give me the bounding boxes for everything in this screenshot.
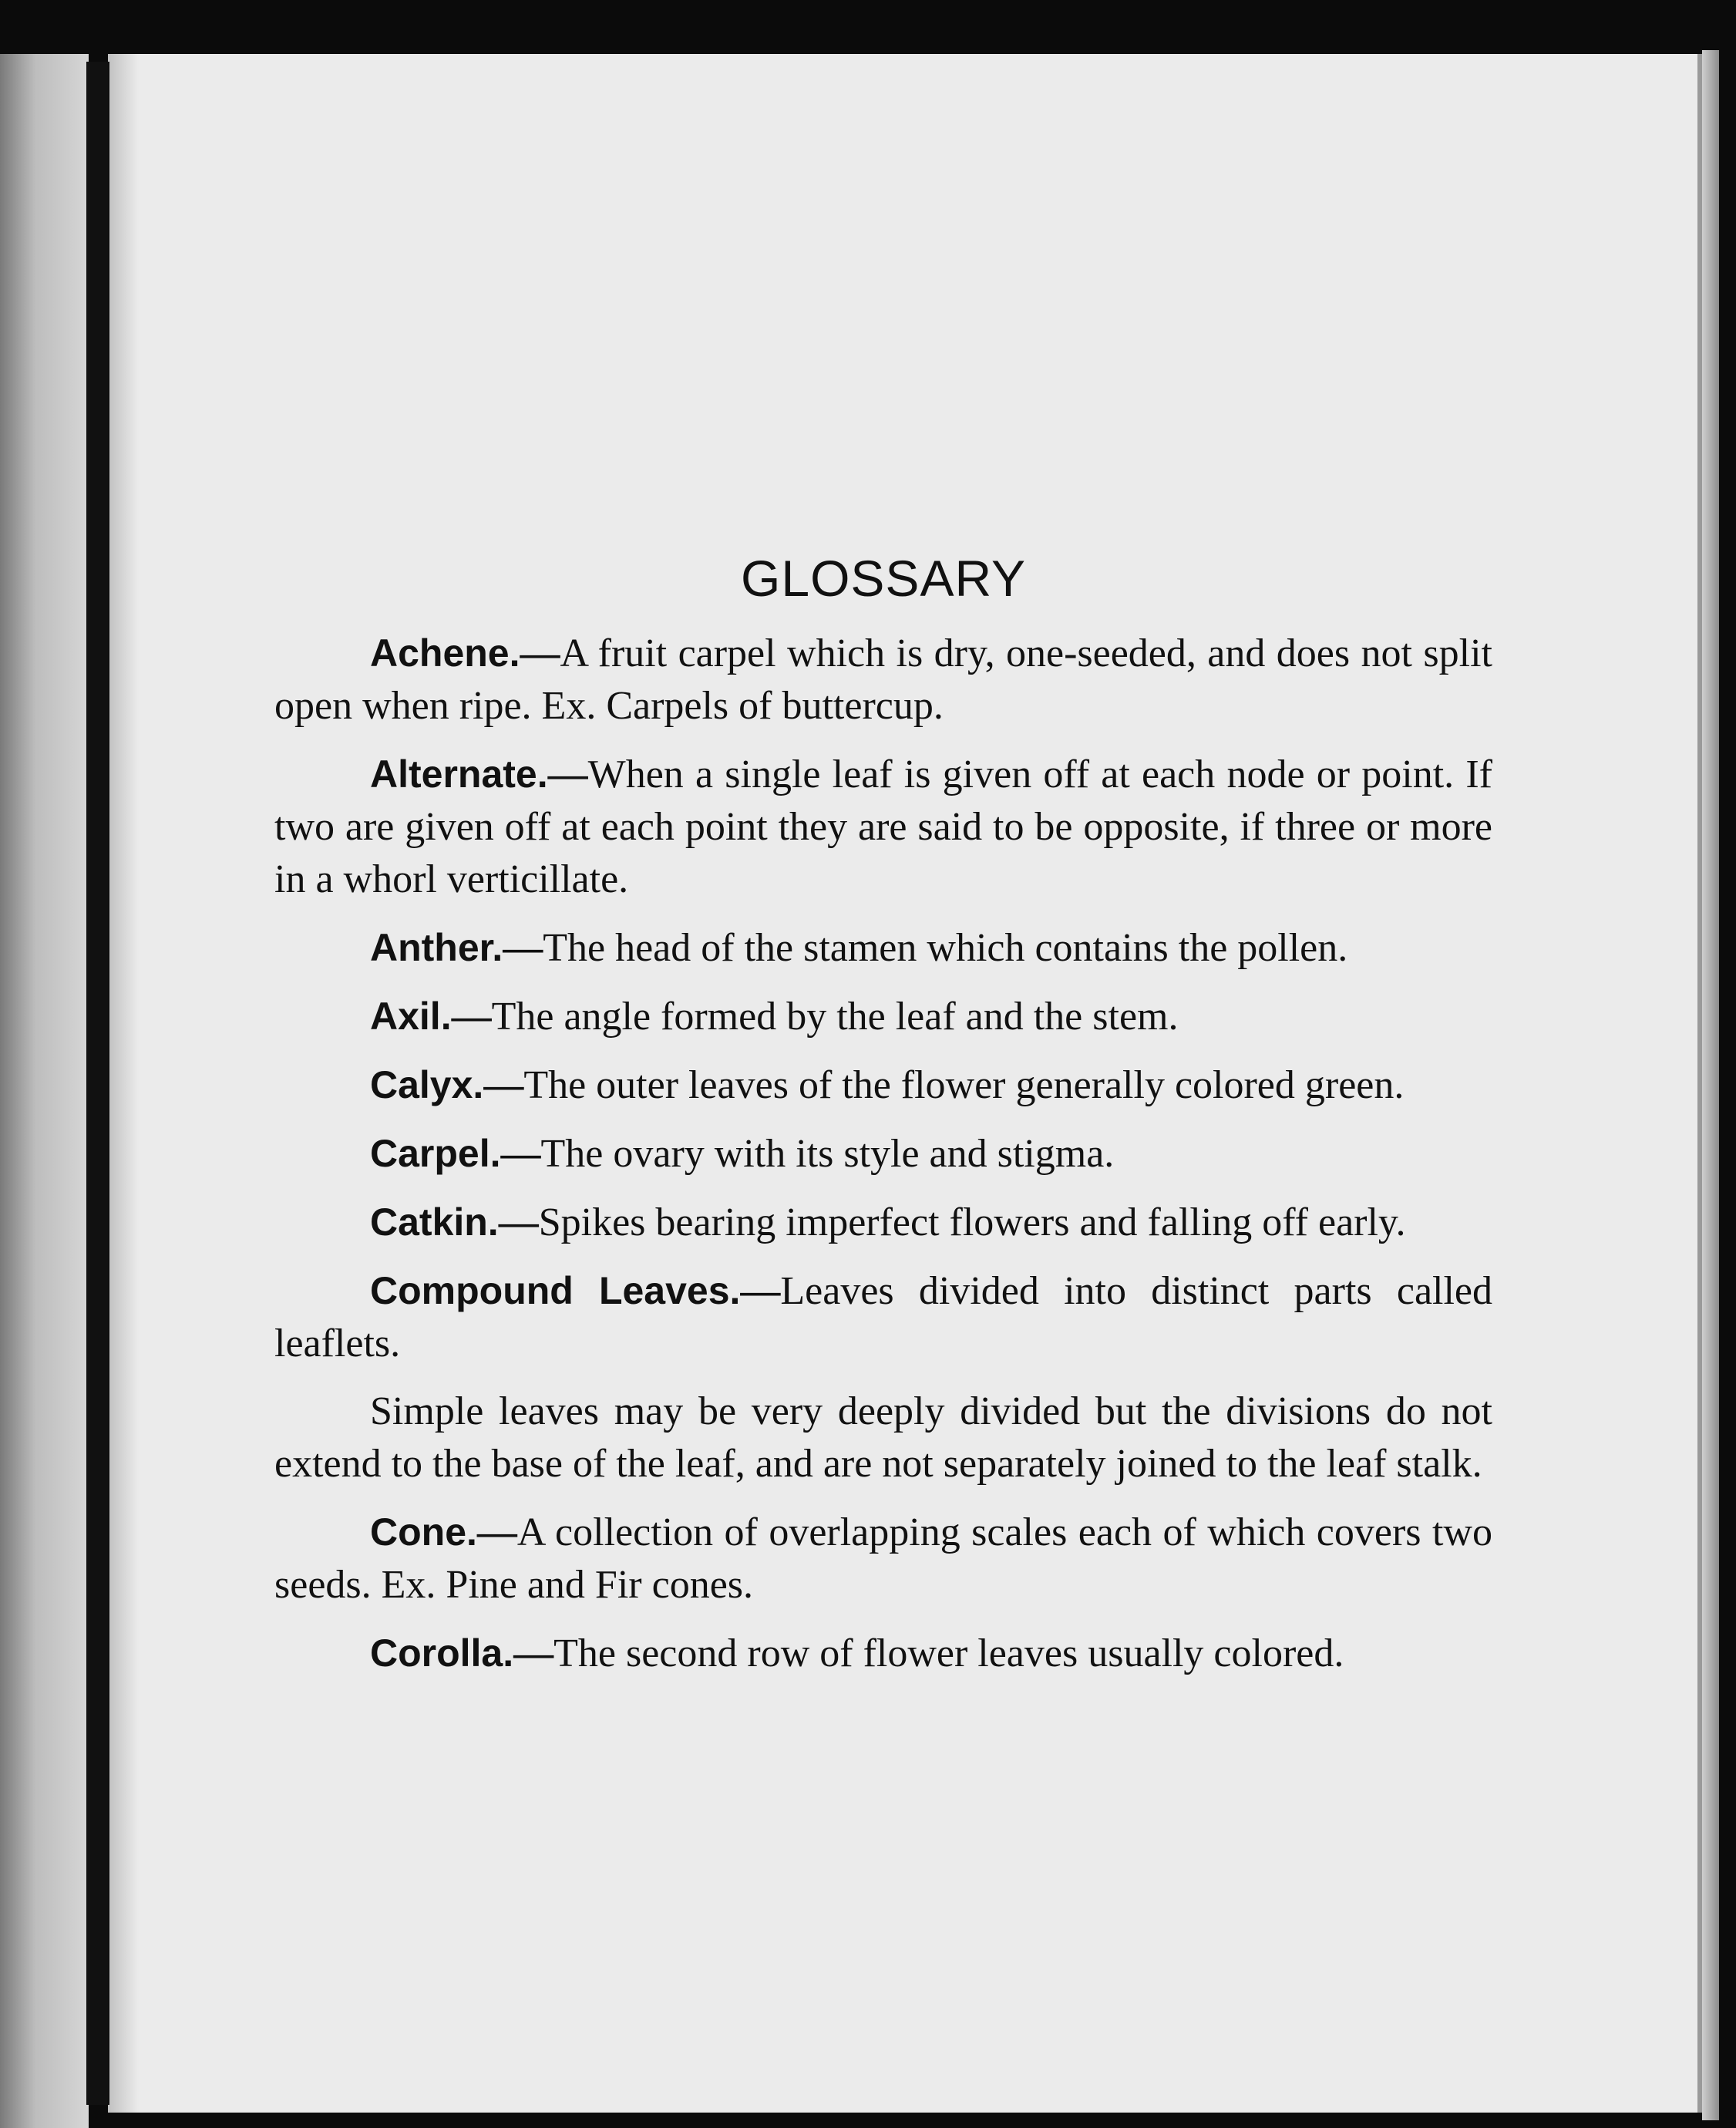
entry-definition: The head of the stamen which contains the pollen. — [543, 926, 1348, 970]
glossary-entry — [274, 1127, 1492, 1180]
entry-dash: — — [547, 753, 588, 796]
entry-dash: — — [451, 995, 492, 1039]
entry-dash: — — [476, 1510, 517, 1554]
glossary-entry — [274, 1264, 1492, 1370]
entry-definition: The second row of flower leaves usually colored. — [553, 1631, 1344, 1675]
glossary-note — [274, 1386, 1492, 1490]
entry-term: Calyx. — [370, 1063, 484, 1106]
glossary-entry — [274, 1059, 1492, 1112]
entry-term: Axil. — [370, 995, 452, 1038]
entry-definition: The ovary with its style and stigma. — [540, 1132, 1115, 1176]
entry-dash: — — [500, 1132, 541, 1176]
entry-term: Achene. — [370, 631, 520, 675]
entry-term: Carpel. — [370, 1132, 501, 1175]
entry-definition: Leaves divided into distinct parts called leaflets. — [274, 1269, 1492, 1365]
glossary-entry — [274, 748, 1492, 906]
glossary-title: GLOSSARY — [741, 550, 1026, 607]
entry-definition: Simple leaves may be very deeply divided but the divisions do not extend to the base of the leaf, and are not separately joined to the leaf stalk. — [274, 1389, 1492, 1486]
entry-term: Catkin. — [370, 1200, 499, 1244]
glossary-text — [274, 544, 1492, 1695]
entry-dash: — — [503, 926, 543, 970]
entry-term: Cone. — [370, 1510, 477, 1554]
entry-dash: — — [483, 1063, 524, 1107]
entry-dash: — — [513, 1631, 554, 1675]
entry-term: Anther. — [370, 926, 503, 969]
right-page-edge — [1702, 50, 1719, 2120]
entry-dash: — — [498, 1200, 539, 1244]
left-page-edge — [0, 54, 89, 2128]
entry-definition: When a single leaf is given off at each node or point. If two are given off at each point they are said to be opposite, if three or more in a whorl verticillate. — [274, 753, 1492, 901]
glossary-entry — [274, 1627, 1492, 1680]
entry-definition: The angle formed by the leaf and the stem. — [491, 995, 1179, 1039]
glossary-entry — [274, 921, 1492, 975]
entry-definition: Spikes bearing imperfect flowers and falling off early. — [538, 1200, 1406, 1244]
gutter-shadow — [108, 54, 139, 2113]
book-binding — [86, 62, 109, 2105]
entry-definition: A fruit carpel which is dry, one-seeded, and does not split open when ripe. Ex. Carpels of buttercup. — [274, 631, 1492, 728]
glossary-entry — [274, 1506, 1492, 1611]
entry-term: Alternate. — [370, 753, 548, 796]
entry-definition: The outer leaves of the flower generally colored green. — [523, 1063, 1405, 1107]
entry-term: Corolla. — [370, 1631, 514, 1675]
glossary-entry — [274, 1196, 1492, 1249]
entry-term: Compound Leaves. — [370, 1269, 741, 1312]
glossary-entry — [274, 627, 1492, 732]
entry-dash: — — [520, 631, 560, 675]
glossary-entry — [274, 990, 1492, 1043]
entry-definition: A collection of overlapping scales each of which covers two seeds. Ex. Pine and Fir cones. — [274, 1510, 1492, 1607]
entry-dash: — — [740, 1269, 781, 1313]
